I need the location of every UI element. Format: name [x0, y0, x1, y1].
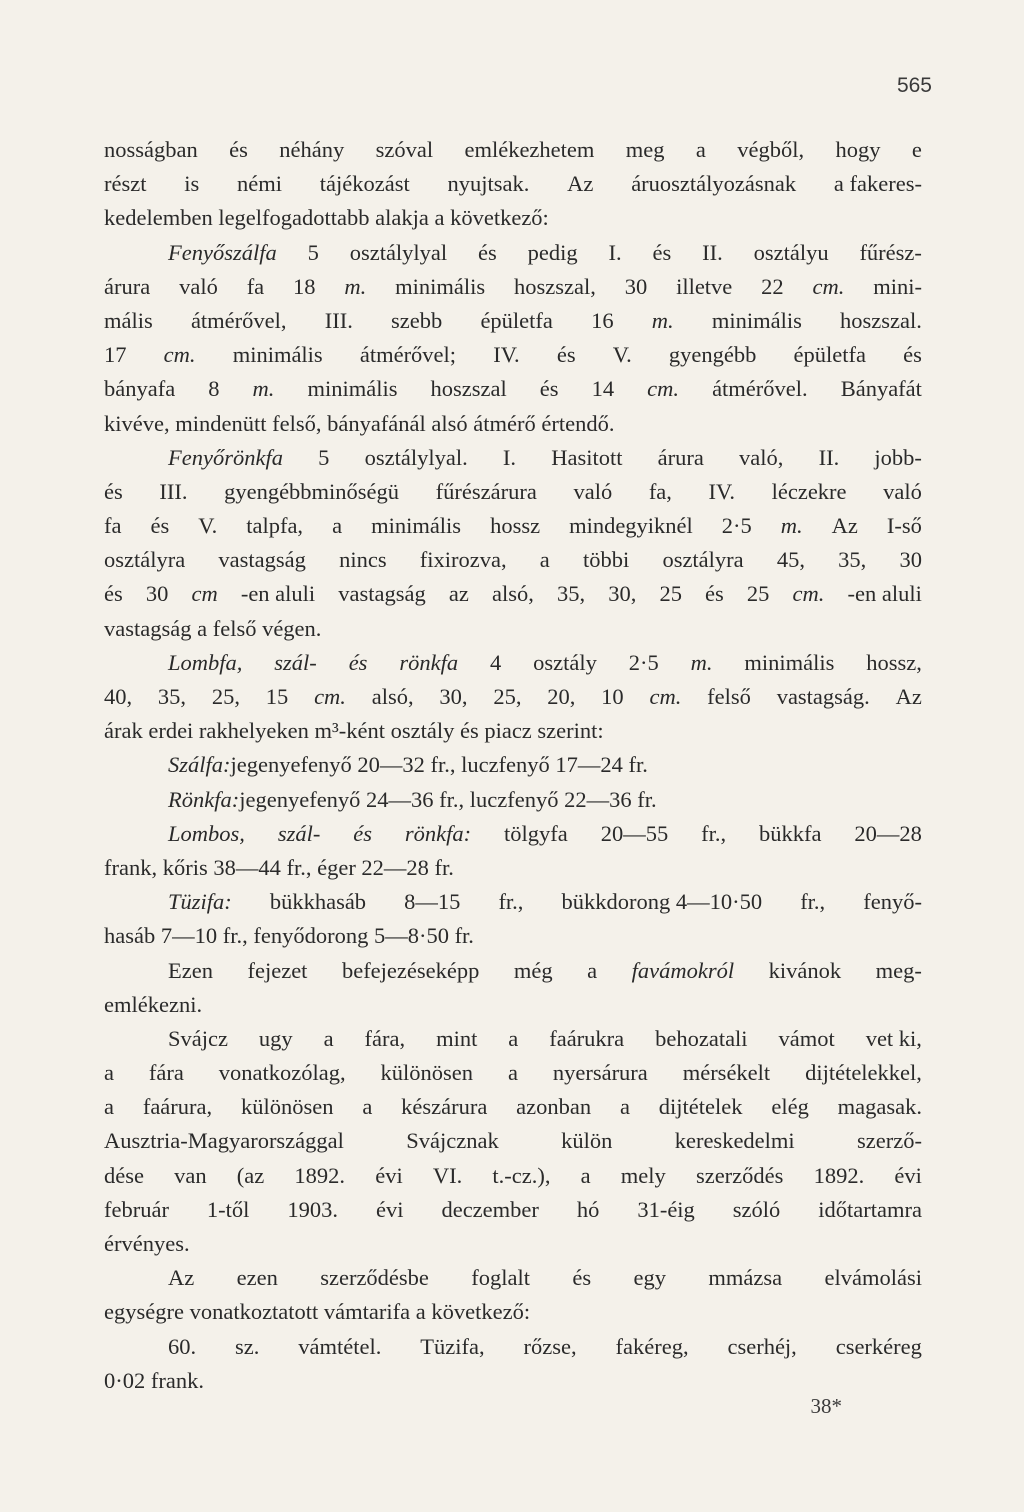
text-segment: 17 — [104, 342, 127, 368]
text-line — [104, 270, 922, 304]
text-segment: és — [556, 342, 576, 368]
text-segment: 0·02 frank. — [104, 1367, 204, 1393]
text-segment: talpfa, — [246, 513, 304, 539]
text-segment: és — [652, 239, 672, 265]
text-line — [104, 919, 922, 953]
text-segment: ezen — [236, 1265, 278, 1291]
text-segment: illetve — [676, 273, 733, 299]
text-segment: való, — [739, 444, 784, 470]
text-segment: Lombfa, — [168, 649, 243, 675]
text-segment: a — [104, 1060, 114, 1086]
text-segment: átmérővel, — [190, 307, 287, 333]
text-segment: e — [911, 137, 922, 162]
text-segment: hoszszal, — [513, 273, 596, 299]
text-segment: Bányafát — [840, 376, 922, 402]
text-segment: 30, — [608, 581, 637, 607]
text-segment: minimális — [395, 273, 486, 299]
text-segment: Az — [831, 513, 858, 539]
text-line — [104, 1056, 922, 1090]
text-segment: hossz, — [866, 649, 922, 675]
text-segment: Szálfa: — [168, 752, 231, 778]
text-segment: Ezen — [168, 957, 213, 983]
text-segment: fr., — [701, 820, 727, 846]
text-line — [104, 167, 922, 201]
text-segment: 1892. — [294, 1162, 346, 1188]
text-line — [104, 1295, 922, 1329]
text-segment: osztályu — [753, 239, 829, 265]
text-segment: részt — [104, 171, 147, 197]
text-line — [104, 612, 922, 646]
text-segment: 35, — [556, 581, 586, 607]
text-segment: jegenyefenyő 20—32 fr., luczfenyő 17—24 fr. — [230, 752, 648, 778]
text-line — [104, 133, 922, 167]
body-text — [104, 133, 922, 1398]
text-segment: áruosztályozásnak — [631, 171, 797, 197]
text-segment: IV. — [493, 342, 520, 368]
text-segment: emlékezni. — [104, 991, 203, 1017]
text-segment: osztály — [533, 649, 597, 675]
text-segment: fejezet — [247, 957, 308, 983]
text-segment: fr., — [498, 889, 524, 915]
text-segment: cm. — [649, 684, 682, 709]
text-segment: 20—55 — [600, 820, 669, 846]
text-line — [104, 1022, 922, 1056]
text-line — [104, 1364, 922, 1398]
text-segment: 22 — [761, 273, 784, 299]
text-segment: bükkhasáb — [269, 889, 367, 915]
text-segment: t.-cz.), — [492, 1162, 551, 1188]
text-segment: jegenyefenyő 24—36 fr., luczfenyő 22—36 fr. — [239, 786, 657, 812]
text-segment: szerződésbe — [320, 1265, 429, 1291]
text-segment: fakéreg, — [615, 1333, 689, 1359]
text-segment: van — [174, 1162, 207, 1188]
text-segment: favámokról — [631, 957, 735, 983]
text-segment: való — [179, 273, 218, 299]
text-segment: felső — [707, 684, 751, 709]
text-segment: 25 — [659, 581, 682, 607]
text-segment: nyujtsak. — [447, 171, 530, 197]
text-segment: árak erdei rakhelyeken m³-ként osztály és piacz szerint: — [104, 718, 604, 744]
text-segment: deczember — [441, 1196, 539, 1222]
text-segment: minimális — [371, 513, 462, 539]
text-segment: vastagság a felső végen. — [104, 615, 322, 641]
text-line — [104, 201, 922, 235]
text-segment: mális — [104, 307, 153, 333]
text-segment: 10 — [601, 684, 624, 709]
text-segment: hoszszal — [430, 376, 507, 402]
text-segment: hoszszal. — [840, 307, 922, 333]
text-line — [104, 954, 922, 988]
text-segment: m. — [252, 376, 275, 402]
text-segment: meg — [625, 137, 665, 162]
text-segment: dijtételek — [658, 1094, 743, 1120]
text-segment: a — [619, 1094, 630, 1120]
text-segment: 1892. — [813, 1162, 865, 1188]
text-segment: a — [507, 1060, 518, 1086]
text-segment: hasáb 7—10 fr., fenyődorong 5—8·50 fr. — [104, 923, 474, 949]
text-segment: II. — [818, 444, 840, 470]
text-segment: minimális — [744, 649, 835, 675]
text-segment: egy — [633, 1265, 667, 1291]
text-segment: Svájcz — [168, 1025, 228, 1051]
text-segment: 25, — [493, 684, 522, 709]
text-line — [104, 817, 922, 851]
text-segment: Fenyőszálfa — [168, 239, 277, 265]
text-segment: különösen — [240, 1094, 334, 1120]
text-segment: érvényes. — [104, 1231, 190, 1256]
text-segment: frank, kőris 38—44 fr., éger 22—28 fr. — [104, 854, 454, 880]
text-segment: faárura, — [142, 1094, 213, 1120]
text-segment: dijtételekkel, — [805, 1060, 922, 1086]
text-segment: még — [513, 957, 553, 983]
text-segment: időtartamra — [818, 1196, 922, 1222]
text-segment: Svájcznak — [406, 1128, 499, 1154]
text-segment: m. — [344, 273, 367, 299]
text-segment: szerződés — [695, 1162, 784, 1188]
text-segment: minimális — [711, 307, 802, 333]
text-segment: III. — [159, 478, 188, 504]
text-line — [104, 1261, 922, 1295]
text-line — [104, 1124, 922, 1158]
text-segment: fára, — [364, 1025, 406, 1051]
text-segment: dése — [104, 1162, 144, 1188]
text-segment: magasak. — [837, 1094, 922, 1120]
text-line — [104, 680, 922, 714]
text-segment: osztálylyal. — [364, 444, 468, 470]
text-segment: kivéve, mindenütt felső, bányafánál alsó átmérő értendő. — [104, 410, 615, 436]
text-segment: külön — [561, 1128, 613, 1154]
text-segment: kedelemben legelfogadottabb alakja a következő: — [104, 205, 549, 231]
text-segment: azonban — [516, 1094, 592, 1120]
text-segment: III. — [324, 307, 353, 333]
text-segment: Hasitott — [551, 444, 623, 470]
text-segment: léczekre — [771, 478, 847, 504]
text-line — [104, 543, 922, 577]
text-segment: néhány — [279, 137, 345, 162]
text-segment: a — [587, 957, 598, 983]
text-segment: fára — [148, 1060, 184, 1086]
text-segment: a — [508, 1025, 519, 1051]
text-segment: 4 — [489, 649, 502, 675]
text-segment: vastagság — [218, 547, 306, 573]
text-segment: és — [353, 820, 372, 846]
text-segment: nincs — [339, 547, 387, 573]
text-segment: 20, — [547, 684, 576, 709]
text-segment: 20—28 — [854, 820, 922, 846]
text-segment: Az — [567, 171, 594, 197]
text-segment: alsó, — [371, 684, 414, 709]
text-segment: rönkfa — [399, 649, 459, 675]
text-segment: a — [332, 513, 343, 539]
text-segment: nosságban — [104, 137, 198, 162]
text-segment: -en aluli — [847, 581, 922, 607]
text-line — [104, 748, 922, 782]
text-segment: 35, — [838, 547, 867, 573]
text-segment: és — [572, 1265, 592, 1291]
text-line — [104, 236, 922, 270]
text-segment: kivánok — [768, 957, 842, 983]
text-segment: -en aluli — [240, 581, 316, 607]
text-line — [104, 1330, 922, 1364]
text-segment: árura — [104, 273, 151, 299]
text-segment: cm. — [792, 581, 825, 607]
text-segment: és — [705, 581, 724, 607]
text-segment: épületfa — [480, 307, 553, 333]
text-segment: rőzse, — [523, 1333, 577, 1359]
text-line — [104, 1193, 922, 1227]
text-segment: a — [104, 1094, 114, 1120]
text-segment: elvámolási — [824, 1265, 922, 1291]
text-segment: bükkfa — [759, 820, 822, 846]
text-segment: átmérővel. — [712, 376, 808, 402]
text-line — [104, 1159, 922, 1193]
text-segment: 60. — [168, 1333, 197, 1359]
text-segment: fűrészárura — [435, 478, 537, 504]
text-segment: Fenyőrönkfa — [168, 444, 283, 470]
text-line — [104, 304, 922, 338]
text-segment: 14 — [591, 376, 615, 402]
text-segment: mint — [436, 1025, 478, 1051]
text-segment: 8 — [208, 376, 220, 402]
text-segment: cm. — [314, 684, 346, 709]
text-segment: hó — [576, 1196, 600, 1222]
text-segment: szerző- — [857, 1128, 922, 1154]
text-segment: és — [104, 581, 123, 607]
text-segment: VI. — [432, 1162, 463, 1188]
text-line — [104, 1090, 922, 1124]
text-segment: vastagság. — [776, 684, 870, 709]
text-segment: foglalt — [471, 1265, 531, 1291]
text-segment: is — [184, 171, 200, 197]
text-segment: és — [903, 342, 922, 368]
signature-mark: 38* — [810, 1394, 842, 1418]
text-segment: cserkéreg — [835, 1333, 922, 1359]
text-line — [104, 338, 922, 372]
text-segment: fa — [104, 513, 122, 539]
text-segment: Lombos, — [168, 820, 245, 846]
text-segment: Tüzifa, — [420, 1333, 485, 1359]
text-segment: 16 — [591, 307, 614, 333]
text-segment: fenyő- — [863, 889, 922, 915]
text-segment: gyengébbminőségü — [224, 478, 400, 504]
text-segment: végből, — [737, 137, 805, 162]
text-segment: a — [323, 1025, 334, 1051]
text-segment: befejezéseképp — [341, 957, 480, 983]
text-segment: m. — [780, 513, 803, 539]
text-segment: cm. — [812, 273, 845, 299]
text-segment: Tüzifa: — [168, 889, 232, 915]
text-segment: gyengébb — [668, 342, 757, 368]
text-segment: Az — [168, 1265, 195, 1291]
text-segment: nyersárura — [552, 1060, 648, 1086]
text-line — [104, 714, 922, 748]
text-segment: meg- — [875, 957, 922, 983]
text-segment: mérsékelt — [682, 1060, 771, 1086]
text-segment: 15 — [265, 684, 289, 709]
text-segment: sz. — [235, 1333, 260, 1359]
text-segment: vonatkozólag, — [218, 1060, 346, 1086]
text-segment: cserhéj, — [727, 1333, 797, 1359]
text-segment: 2·5 — [628, 649, 659, 675]
text-segment: vámtétel. — [298, 1333, 382, 1359]
text-segment: készárura — [401, 1094, 488, 1120]
text-segment: 18 — [293, 273, 316, 299]
text-segment: II. — [702, 239, 723, 265]
page-number: 565 — [896, 74, 932, 97]
text-line — [104, 885, 922, 919]
text-segment: m. — [651, 307, 674, 333]
text-segment: árura — [657, 444, 704, 470]
text-segment: behozatali — [655, 1025, 748, 1051]
text-segment: (az — [236, 1162, 265, 1188]
text-segment: való — [573, 478, 613, 504]
text-line — [104, 1227, 922, 1261]
text-segment: a — [539, 547, 550, 573]
text-segment: IV. — [708, 478, 735, 504]
text-segment: és — [478, 239, 497, 265]
text-line — [104, 783, 922, 817]
text-segment: szóló — [732, 1196, 781, 1222]
text-segment: faárukra — [549, 1025, 625, 1051]
text-segment: fr., — [800, 889, 826, 915]
text-segment: 1-től — [206, 1196, 250, 1222]
text-segment: és — [229, 137, 248, 162]
text-segment: hogy — [835, 137, 881, 162]
text-segment: vastagság — [338, 581, 426, 607]
text-segment: osztályra — [104, 547, 186, 573]
text-segment: 30 — [624, 273, 648, 299]
text-segment: a — [580, 1162, 591, 1188]
text-segment: évi — [375, 1196, 404, 1222]
text-segment: 1903. — [287, 1196, 339, 1222]
text-segment: cm. — [163, 342, 196, 368]
text-segment: február — [104, 1196, 169, 1222]
text-line — [104, 988, 922, 1022]
text-segment: 30 — [899, 547, 922, 573]
text-segment: egységre vonatkoztatott vámtarifa a következő: — [104, 1299, 531, 1325]
text-segment: évi — [894, 1162, 922, 1188]
text-segment: való — [883, 478, 922, 504]
text-segment: I. — [608, 239, 622, 265]
text-segment: V. — [612, 342, 632, 368]
text-segment: tájékozást — [319, 171, 410, 197]
text-segment: 25 — [746, 581, 770, 607]
text-segment: minimális — [232, 342, 323, 368]
text-segment: a fakeres- — [833, 171, 922, 197]
text-line — [104, 475, 922, 509]
text-segment: osztálylyal — [349, 239, 448, 265]
text-segment: 31-éig — [637, 1196, 695, 1222]
text-segment: és — [104, 478, 123, 504]
text-segment: tölgyfa — [504, 820, 568, 846]
text-segment: többi — [582, 547, 630, 573]
text-segment: fixirozva, — [419, 547, 507, 573]
text-segment: fa — [246, 273, 265, 299]
text-segment: I. — [502, 444, 517, 470]
text-segment: és — [150, 513, 170, 539]
text-segment: jobb- — [874, 444, 922, 470]
text-segment: épületfa — [793, 342, 866, 368]
text-segment: 5 — [318, 444, 330, 470]
text-segment: szóval — [375, 137, 434, 162]
text-segment: hossz — [490, 513, 541, 539]
text-segment: rönkfa: — [404, 820, 472, 846]
text-segment: bányafa — [104, 376, 176, 402]
text-line — [104, 577, 922, 611]
text-segment: Rönkfa: — [168, 786, 240, 812]
text-segment: 30 — [145, 581, 169, 607]
text-segment: I-ső — [886, 513, 922, 539]
text-segment: vet ki, — [865, 1025, 922, 1051]
text-segment: Az — [895, 684, 922, 709]
text-segment: 40, — [104, 684, 133, 709]
text-segment: alsó, — [491, 581, 534, 607]
text-segment: és — [348, 649, 368, 675]
text-segment: 45, — [776, 547, 805, 573]
text-segment: bükkdorong 4—10·50 — [561, 889, 763, 915]
text-segment: 30, — [439, 684, 468, 709]
text-segment: m. — [690, 649, 713, 675]
text-segment: 8—15 — [404, 889, 461, 915]
text-segment: és — [539, 376, 559, 402]
text-segment: a — [695, 137, 706, 162]
text-segment: 5 — [307, 239, 319, 265]
text-segment: fűrész- — [859, 239, 922, 265]
text-segment: némi — [237, 171, 283, 197]
text-segment: mely — [620, 1162, 666, 1188]
text-line — [104, 407, 922, 441]
text-segment: osztályra — [662, 547, 744, 573]
text-segment: cm — [191, 581, 218, 607]
text-segment: cm. — [647, 376, 680, 402]
text-segment: átmérővel; — [359, 342, 457, 368]
text-segment: elég — [771, 1094, 809, 1120]
text-line — [104, 372, 922, 406]
text-segment: 2·5 — [721, 513, 752, 539]
text-segment: szebb — [391, 307, 443, 333]
text-segment: a — [362, 1094, 373, 1120]
text-segment: fa, — [648, 478, 672, 504]
text-line — [104, 646, 922, 680]
text-segment: különösen — [380, 1060, 474, 1086]
text-segment: mini- — [873, 273, 922, 299]
text-segment: 35, — [157, 684, 187, 709]
text-segment: az — [448, 581, 469, 607]
text-segment: vámot — [778, 1025, 835, 1051]
text-segment: emlékezhetem — [464, 137, 595, 162]
text-line — [104, 851, 922, 885]
text-segment: szál- — [277, 820, 321, 846]
text-line — [104, 509, 922, 543]
text-segment: évi — [375, 1162, 403, 1188]
text-segment: mmázsa — [708, 1265, 783, 1291]
text-segment: mindegyiknél — [569, 513, 693, 539]
text-line — [104, 441, 922, 475]
text-segment: Ausztria-Magyarországgal — [104, 1128, 344, 1154]
text-segment: ugy — [258, 1025, 293, 1051]
text-segment: pedig — [527, 239, 578, 265]
text-segment: szál- — [274, 649, 317, 675]
text-segment: kereskedelmi — [674, 1128, 795, 1154]
text-segment: V. — [198, 513, 218, 539]
text-segment: minimális — [307, 376, 398, 402]
text-segment: 25, — [211, 684, 240, 709]
